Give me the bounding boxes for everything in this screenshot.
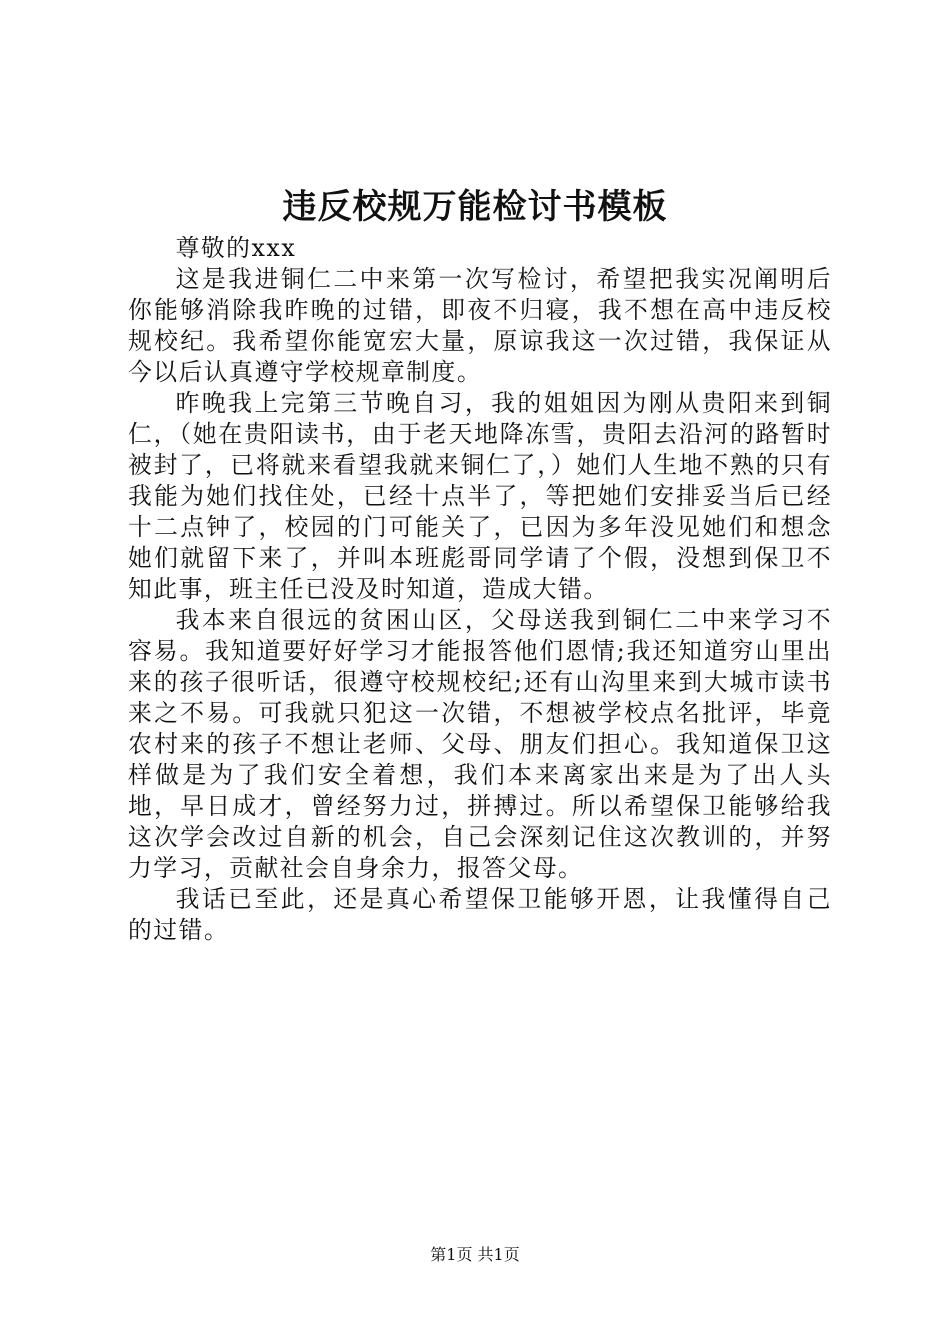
paragraph-3: 我本来自很远的贫困山区，父母送我到铜仁二中来学习不容易。我知道要好好学习才能报答他们恩情;我还知道穷山里出来的孩子很听话，很遵守校规校纪;还有山沟里来到大城市读书来之不易。可我就只犯这一次错，不想被学校点名批评，毕竟农村来的孩子不想让老师、父母、朋友们担心。我知道保卫这样做是为了我们安全着想，我们本来离家出来是为了出人头地，早日成才，曾经努力过，拼搏过。所以希望保卫能够给我这次学会改过自新的机会，自己会深刻记住这次教训的，并努力学习，贡献社会自身余力，报答父母。	[128, 606, 832, 882]
document-title: 违反校规万能检讨书模板	[282, 187, 668, 227]
paragraph-4: 我话已至此，还是真心希望保卫能够开恩，让我懂得自己的过错。	[128, 885, 832, 944]
paragraph-2: 昨晚我上完第三节晚自习，我的姐姐因为刚从贵阳来到铜仁，（她在贵阳读书，由于老天地降冻雪，贵阳去沿河的路暂时被封了，已将就来看望我就来铜仁了，）她们人生地不熟的只有我能为她们找住处，已经十点半了，等把她们安排妥当后已经十二点钟了，校园的门可能关了，已因为多年没见她们和想念她们就留下来了，并叫本班彪哥同学请了个假，没想到保卫不知此事，班主任已没及时知道，造成大错。	[128, 389, 832, 603]
salutation: 尊敬的xxx	[175, 234, 297, 262]
document-body	[128, 233, 832, 946]
page-number-footer: 第1页 共1页	[430, 1245, 520, 1264]
paragraph-1: 这是我进铜仁二中来第一次写检讨，希望把我实况阐明后你能够消除我昨晚的过错，即夜不归寝，我不想在高中违反校规校纪。我希望你能宽宏大量，原谅我这一次过错，我保证从今以后认真遵守学校规章制度。	[128, 265, 832, 386]
